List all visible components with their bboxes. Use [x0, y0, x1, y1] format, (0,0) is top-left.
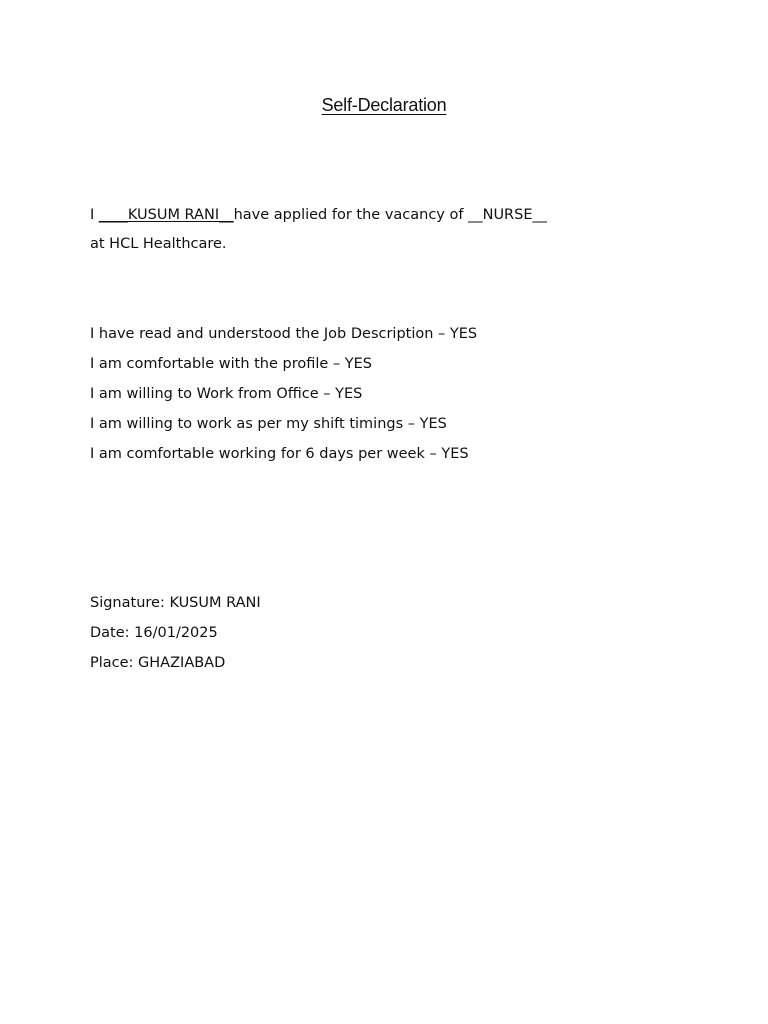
applicant-name-field: ____KUSUM RANI__	[98, 207, 234, 223]
date-line: Date: 16/01/2025	[90, 625, 218, 641]
statement-six-days: I am comfortable working for 6 days per week – YES	[90, 446, 469, 462]
page-title: Self-Declaration	[321, 95, 447, 115]
intro-line-1	[90, 206, 547, 224]
vacancy-role-field: __NURSE__	[468, 207, 547, 223]
statement-work-from-office: I am willing to Work from Office – YES	[90, 386, 363, 402]
intro-line-2: at HCL Healthcare.	[90, 236, 227, 252]
intro-middle-text: have applied for the vacancy of	[233, 207, 469, 223]
place-line: Place: GHAZIABAD	[90, 655, 226, 671]
statement-job-description: I have read and understood the Job Description – YES	[90, 326, 478, 342]
signature-line: Signature: KUSUM RANI	[90, 595, 261, 611]
statement-profile: I am comfortable with the profile – YES	[90, 356, 373, 372]
statement-shift-timings: I am willing to work as per my shift timings – YES	[90, 416, 447, 432]
intro-prefix: I	[90, 207, 99, 223]
